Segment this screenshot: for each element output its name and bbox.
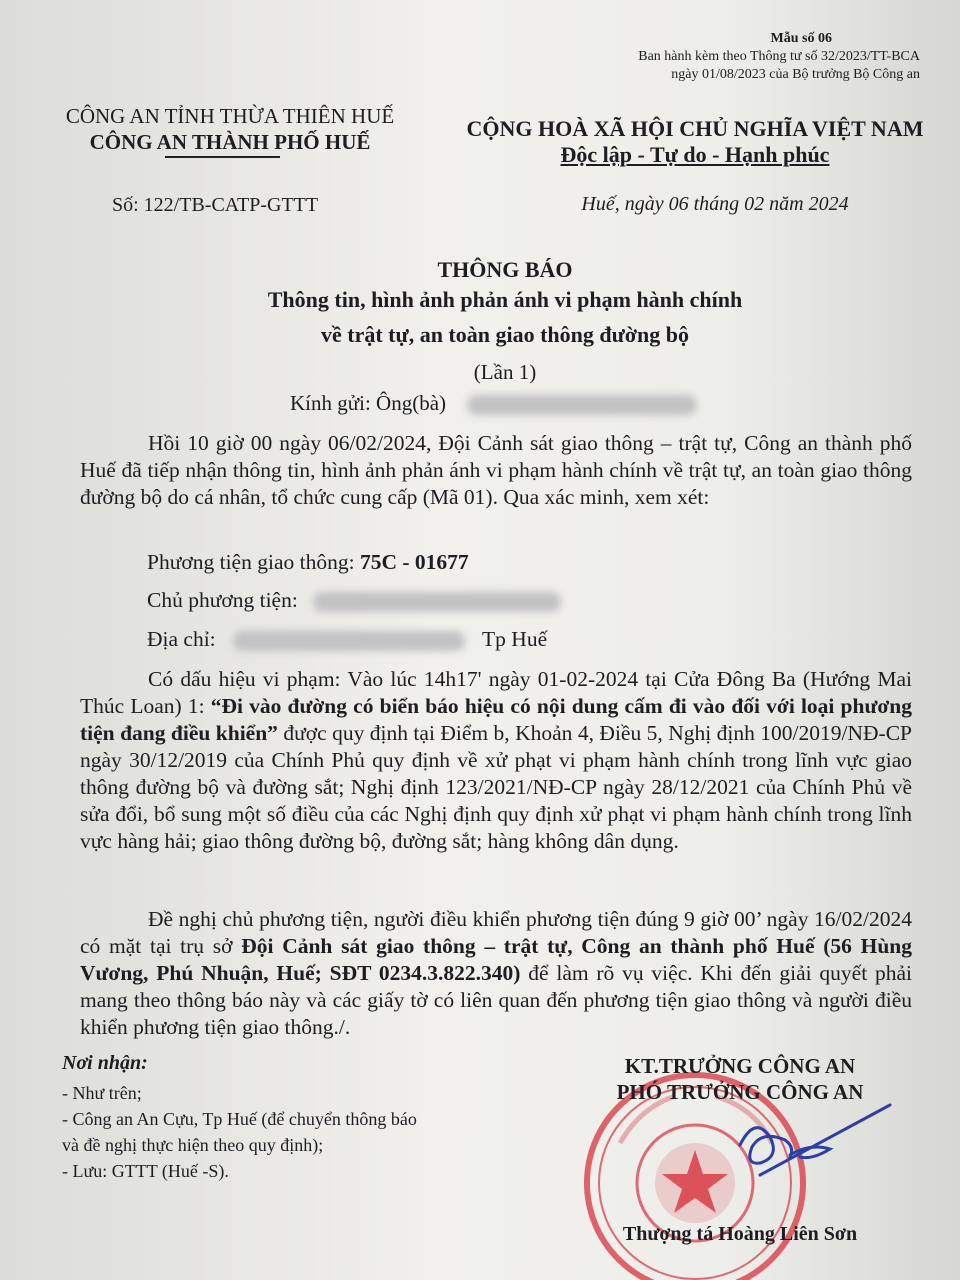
redacted-recipient-name	[467, 395, 697, 415]
document-subtitle-1: Thông tin, hình ảnh phản ánh vi phạm hành chính	[267, 287, 743, 312]
issued-line-2: ngày 01/08/2023 của Bộ trưởng Bộ Công an	[671, 67, 920, 82]
notice-round: (Lần 1)	[473, 360, 537, 384]
issuing-organization: CÔNG AN THÀNH PHỐ HUẾ	[89, 130, 371, 154]
national-motto: Độc lập - Tự do - Hạnh phúc	[560, 142, 830, 167]
document-number: Số: 122/TB-CATP-GTTT	[112, 194, 319, 216]
intro-line-1: Hồi 10 giờ 00 ngày 06/02/2024, Đội Cảnh sát giao thông – trật tự, Công an	[148, 431, 818, 455]
recipient-item: - Lưu: GTTT (Huế -S).	[62, 1161, 229, 1181]
intro-line-4: minh, xem xét:	[579, 485, 710, 509]
intro-line-2: thành phố Huế đã tiếp nhận thông tin, hình ảnh phản ánh vi phạm hành chính về trật	[80, 431, 912, 482]
recipients-heading: Nơi nhận:	[62, 1052, 148, 1074]
intro-paragraph	[80, 430, 912, 511]
vehicle-row	[147, 550, 469, 575]
request-lead: Đề nghị chủ phương tiện, người điều khiển phương tiện đúng 9 giờ 00’ ngày 16/02/2024 có mặt tại trụ sở	[80, 907, 912, 958]
document-title: THÔNG BÁO	[437, 257, 573, 282]
address-row	[147, 627, 547, 652]
violation-description: “Đi vào đường có biển báo hiệu có nội dung cấm đi vào đối với loại phương tiện đang điều khiển”	[80, 694, 912, 745]
place-and-date: Huế, ngày 06 tháng 02 năm 2024	[581, 193, 849, 215]
request-paragraph	[80, 906, 912, 1041]
form-number-block	[590, 30, 920, 84]
request-rest: để làm rõ vụ việc. Khi đến giải quyết phải mang theo thông báo này và các giấy tờ có liên quan đến phương tiện giao thông và người điều khiển phương tiện giao thông./.	[80, 961, 912, 1039]
greeting-label: Kính gửi: Ông(bà)	[290, 391, 447, 415]
request-location: Đội Cảnh sát giao thông – trật tự, Công an thành phố Huế (56 Hùng Vương, Phú Nhuận, Huế; SĐT 0234.3.822.340)	[80, 934, 912, 985]
national-title: CỘNG HOÀ XÃ HỘI CHỦ NGHĨA VIỆT NAM	[466, 116, 924, 141]
document-subtitle-2: về trật tự, an toàn giao thông đường bộ	[320, 322, 689, 347]
violation-paragraph	[80, 666, 912, 855]
form-number: Mẫu số 06	[770, 31, 832, 46]
signer-name: Thượng tá Hoàng Liên Sơn	[622, 1223, 858, 1245]
org-underline	[165, 156, 280, 158]
vehicle-plate: 75C - 01677	[359, 550, 469, 574]
owner-label: Chủ phương tiện:	[147, 588, 298, 612]
address-label: Địa chỉ:	[147, 627, 216, 651]
redacted-address	[233, 631, 465, 651]
intro-line-3: tự, an toàn giao thông đường bộ do cá nhân, tổ chức cung cấp (Mã 01). Qua xác	[80, 458, 912, 509]
issued-line-1: Ban hành kèm theo Thông tư số 32/2023/TT-BCA	[638, 49, 920, 64]
vehicle-label: Phương tiện giao thông:	[147, 550, 355, 574]
greeting-line	[290, 391, 697, 416]
signature-title-2: PHÓ TRƯỞNG CÔNG AN	[616, 1080, 864, 1104]
recipient-item: và đề nghị thực hiện theo quy định);	[62, 1135, 324, 1155]
parent-organization: CÔNG AN TỈNH THỪA THIÊN HUẾ	[65, 104, 395, 128]
violation-legal-basis: được quy định tại Điểm b, Khoản 4, Điều 5, Nghị định 100/2019/NĐ-CP ngày 30/12/2019 của Chính Phủ quy định về xử phạt vi phạm hành chính trong lĩnh vực giao thông đường bộ và đường sắt; Nghị định 123/2021/NĐ-CP ngày 28/12/2021 của Chính Phủ về sửa đổi, bổ sung một số điều của các Nghị định quy định xử phạt vi phạm hành chính trong lĩnh vực hàng hải; giao thông đường bộ, đường sắt; hàng không dân dụng.	[80, 721, 912, 853]
address-city: Tp Huế	[482, 627, 548, 651]
owner-row	[147, 588, 561, 613]
signature-title-1: KT.TRƯỞNG CÔNG AN	[624, 1054, 856, 1078]
violation-lead: Có dấu hiệu vi phạm: Vào lúc 14h17' ngày 01-02-2024 tại Cửa Đông Ba (Hướng Mai Thúc Loan) 1:	[80, 667, 912, 718]
recipients-list	[62, 1080, 522, 1184]
recipient-item: - Như trên;	[62, 1083, 142, 1103]
redacted-owner-name	[313, 592, 561, 612]
recipient-item: - Công an An Cựu, Tp Huế (để chuyển thông báo	[62, 1109, 417, 1129]
